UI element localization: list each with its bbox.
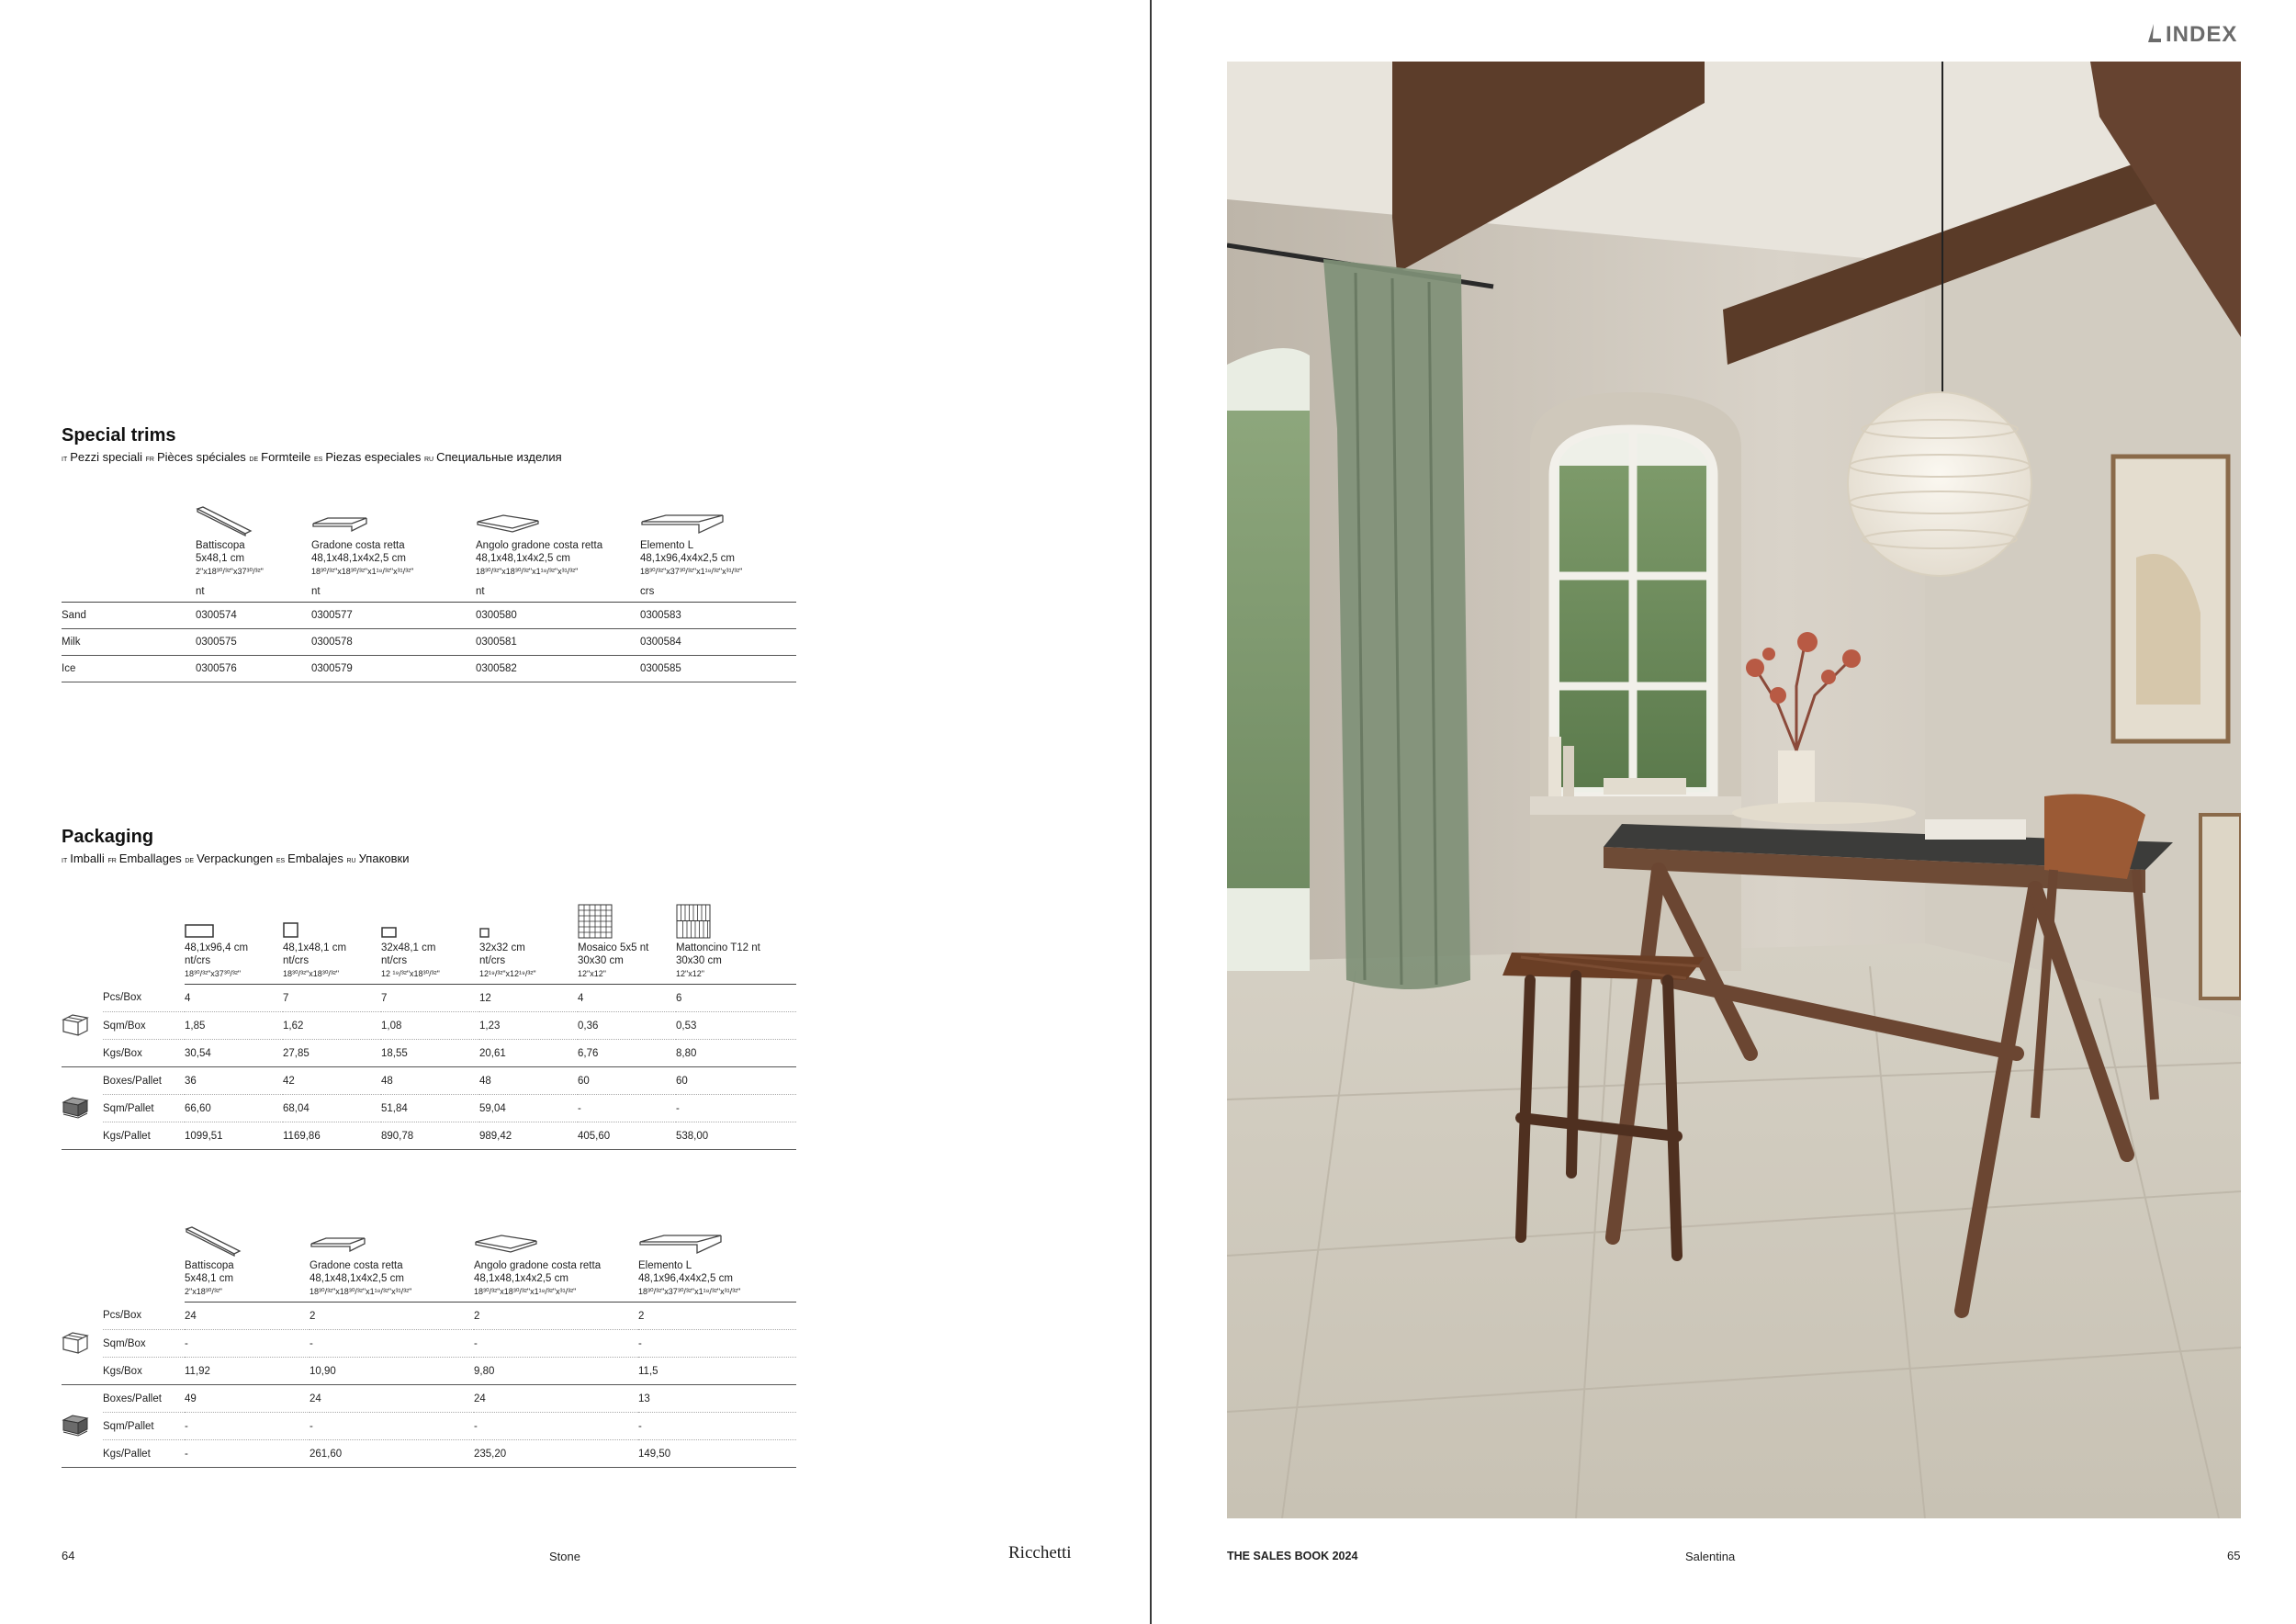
- lang-text: Специальные изделия: [436, 450, 562, 464]
- packaging-value: -: [185, 1440, 310, 1468]
- packaging-subtitle: [62, 851, 410, 865]
- column-header-line: 30x30 cm: [676, 955, 722, 966]
- table-row: [62, 1358, 796, 1385]
- row-label: Sand: [62, 602, 196, 628]
- column-header-line: Angolo gradone costa retta: [474, 1260, 602, 1271]
- table-row: [62, 1385, 796, 1413]
- packaging-value: 538,00: [676, 1122, 796, 1150]
- column-header-line: 18³⁰/³²"x37³⁰/³²": [185, 969, 242, 978]
- column-header-line: 12"x12": [676, 969, 704, 978]
- product-code: 0300582: [476, 655, 640, 682]
- product-code: 0300580: [476, 602, 640, 628]
- packaging-value: -: [310, 1413, 474, 1440]
- product-code: 0300581: [476, 628, 640, 655]
- index-link[interactable]: [2145, 22, 2237, 48]
- packaging-value: 235,20: [474, 1440, 638, 1468]
- column-header-line: Mattoncino T12 nt: [676, 942, 760, 953]
- lang-text: Verpackungen: [197, 851, 274, 865]
- trim-dimension: 48,1x48,1x4x2,5 cm: [476, 553, 570, 564]
- column-header-line: 18³⁰/³²"x18³⁰/³²"x1¹⁸/³²"x³¹/³²": [310, 1287, 412, 1296]
- product-code: 0300584: [640, 628, 796, 655]
- packaging-value: 989,42: [479, 1122, 578, 1150]
- column-header-line: Battiscopa: [185, 1260, 234, 1271]
- packaging-value: 4: [578, 985, 676, 1012]
- left-section-name: Stone: [549, 1550, 580, 1563]
- packaging-value: 6: [676, 985, 796, 1012]
- row-label: Kgs/Box: [103, 1358, 185, 1385]
- trim-name: Battiscopa: [196, 540, 245, 551]
- product-code: 0300579: [311, 655, 476, 682]
- column-header-line: 48,1x48,1x4x2,5 cm: [474, 1273, 568, 1284]
- pallet-icon: [62, 1095, 89, 1122]
- product-code: 0300575: [196, 628, 311, 655]
- column-header-line: 30x30 cm: [578, 955, 624, 966]
- lang-code: ES: [313, 457, 323, 463]
- lang-code: ES: [276, 858, 286, 864]
- lang-code: FR: [107, 858, 117, 864]
- packaging-value: 66,60: [185, 1095, 283, 1122]
- packaging-table-trims: [62, 1225, 796, 1468]
- packaging-title: Packaging: [62, 827, 154, 847]
- packaging-value: 6,76: [578, 1040, 676, 1067]
- packaging-value: 2: [638, 1303, 796, 1330]
- table-row: [62, 1303, 796, 1330]
- left-page-number: 64: [62, 1549, 75, 1562]
- lang-text: Pezzi speciali: [70, 450, 142, 464]
- trim-dimension-inches: 2"x18³⁰/³²"x37³⁰/³²": [196, 567, 264, 576]
- packaging-value: 18,55: [381, 1040, 479, 1067]
- row-label: Kgs/Box: [103, 1040, 185, 1067]
- packaging-value: -: [185, 1413, 310, 1440]
- lang-text: Pièces spéciales: [156, 450, 246, 464]
- packaging-value: 2: [310, 1303, 474, 1330]
- packaging-value: 68,04: [283, 1095, 381, 1122]
- column-header-line: 12¹⁹/³²"x12¹⁹/³²": [479, 969, 536, 978]
- column-header-line: nt/crs: [283, 955, 310, 966]
- book-title: THE SALES BOOK 2024: [1227, 1550, 1358, 1562]
- index-arrow-icon: [2145, 23, 2164, 43]
- row-label: Sqm/Pallet: [103, 1413, 185, 1440]
- packaging-value: 8,80: [676, 1040, 796, 1067]
- row-label: Boxes/Pallet: [103, 1385, 185, 1413]
- trim-dimension: 48,1x96,4x4x2,5 cm: [640, 553, 735, 564]
- packaging-value: 48: [479, 1067, 578, 1095]
- tile-square-small-icon: [479, 928, 490, 942]
- packaging-value: 24: [474, 1385, 638, 1413]
- packaging-value: 59,04: [479, 1095, 578, 1122]
- table-row: [62, 1440, 796, 1468]
- lang-text: Formteile: [261, 450, 311, 464]
- column-header-line: 32x32 cm: [479, 942, 525, 953]
- packaging-value: 27,85: [283, 1040, 381, 1067]
- product-code: 0300578: [311, 628, 476, 655]
- column-header-line: 48,1x48,1x4x2,5 cm: [310, 1273, 404, 1284]
- packaging-value: 11,5: [638, 1358, 796, 1385]
- product-code: 0300577: [311, 602, 476, 628]
- trim-dimension: 48,1x48,1x4x2,5 cm: [311, 553, 406, 564]
- column-header-line: 18³⁰/³²"x18³⁰/³²": [283, 969, 340, 978]
- packaging-heading: [62, 827, 410, 865]
- lang-code: RU: [424, 457, 434, 463]
- trim-unit: nt: [196, 581, 311, 602]
- product-code: 0300576: [196, 655, 311, 682]
- packaging-value: -: [638, 1330, 796, 1358]
- packaging-value: 7: [283, 985, 381, 1012]
- special-trims-title: Special trims: [62, 425, 176, 445]
- row-label: Kgs/Pallet: [103, 1122, 185, 1150]
- packaging-value: -: [474, 1413, 638, 1440]
- packaging-value: 1,85: [185, 1012, 283, 1040]
- column-header-line: 18³⁰/³²"x37³⁰/³²"x1¹⁸/³²"x³¹/³²": [638, 1287, 741, 1296]
- column-header-line: 48,1x96,4x4x2,5 cm: [638, 1273, 733, 1284]
- table-row: [62, 1067, 796, 1095]
- box-icon: [62, 1012, 89, 1039]
- row-label: Pcs/Box: [103, 1303, 185, 1330]
- tile-rect-large-icon: [185, 924, 214, 942]
- row-label: Sqm/Box: [103, 1330, 185, 1358]
- table-row: [62, 655, 796, 682]
- skirting-icon: [196, 505, 253, 539]
- table-row: [62, 602, 796, 628]
- lang-code: IT: [62, 858, 68, 864]
- packaging-value: 261,60: [310, 1440, 474, 1468]
- trim-dimension: 5x48,1 cm: [196, 553, 245, 564]
- lang-text: Imballi: [70, 851, 105, 865]
- mosaic-grid-icon: [578, 904, 613, 942]
- packaging-value: 890,78: [381, 1122, 479, 1150]
- trim-dimension-inches: 18³⁰/³²"x18³⁰/³²"x1¹⁸/³²"x³¹/³²": [311, 567, 414, 576]
- page-spine: [1150, 0, 1152, 1624]
- row-label: Milk: [62, 628, 196, 655]
- trim-dimension-inches: 18³⁰/³²"x37³⁰/³²"x1¹⁸/³²"x³¹/³²": [640, 567, 743, 576]
- packaging-value: 30,54: [185, 1040, 283, 1067]
- packaging-value: -: [185, 1330, 310, 1358]
- packaging-value: 7: [381, 985, 479, 1012]
- table-row: [62, 1122, 796, 1150]
- column-header-line: 12"x12": [578, 969, 606, 978]
- column-header-line: nt/crs: [479, 955, 506, 966]
- right-page-number: 65: [2227, 1549, 2241, 1562]
- row-label: Kgs/Pallet: [103, 1440, 185, 1468]
- column-header-line: nt/crs: [381, 955, 408, 966]
- brick-mosaic-icon: [676, 904, 711, 942]
- packaging-value: 9,80: [474, 1358, 638, 1385]
- lang-text: Emballages: [118, 851, 182, 865]
- packaging-value: 60: [676, 1067, 796, 1095]
- lang-code: DE: [185, 858, 195, 864]
- table-row: [62, 1095, 796, 1122]
- special-trims-subtitle: [62, 450, 562, 464]
- lang-code: DE: [249, 457, 259, 463]
- trim-name: Angolo gradone costa retta: [476, 540, 603, 551]
- lang-code: IT: [62, 457, 68, 463]
- packaging-value: 24: [310, 1385, 474, 1413]
- packaging-value: 60: [578, 1067, 676, 1095]
- tile-square-icon: [283, 922, 299, 942]
- product-code: 0300583: [640, 602, 796, 628]
- collection-name: Salentina: [1685, 1550, 1736, 1563]
- brand-logo: Ricchetti: [1008, 1543, 1072, 1562]
- table-row: [62, 1012, 796, 1040]
- row-label: Ice: [62, 655, 196, 682]
- packaging-value: 1169,86: [283, 1122, 381, 1150]
- packaging-value: -: [474, 1330, 638, 1358]
- packaging-value: 36: [185, 1067, 283, 1095]
- packaging-value: 10,90: [310, 1358, 474, 1385]
- tile-rect-small-icon: [381, 926, 398, 942]
- packaging-value: 1,23: [479, 1012, 578, 1040]
- packaging-value: 49: [185, 1385, 310, 1413]
- corner-step-icon: [474, 1233, 538, 1259]
- packaging-value: 1,62: [283, 1012, 381, 1040]
- product-code: 0300585: [640, 655, 796, 682]
- pallet-icon: [62, 1413, 89, 1439]
- lang-code: RU: [346, 858, 356, 864]
- lang-text: Упаковки: [358, 851, 410, 865]
- column-header-line: 32x48,1 cm: [381, 942, 436, 953]
- step-icon: [310, 1235, 366, 1259]
- packaging-value: 24: [185, 1303, 310, 1330]
- lang-text: Embalajes: [287, 851, 343, 865]
- step-icon: [311, 514, 368, 539]
- packaging-value: 0,36: [578, 1012, 676, 1040]
- packaging-value: 48: [381, 1067, 479, 1095]
- lang-text: Piezas especiales: [325, 450, 422, 464]
- skirting-icon: [185, 1225, 242, 1259]
- lang-code: FR: [145, 457, 154, 463]
- trim-dimension-inches: 18³⁰/³²"x18³⁰/³²"x1¹⁸/³²"x³¹/³²": [476, 567, 579, 576]
- table-row: [62, 1330, 796, 1358]
- row-label: Sqm/Pallet: [103, 1095, 185, 1122]
- packaging-value: 1,08: [381, 1012, 479, 1040]
- packaging-value: -: [578, 1095, 676, 1122]
- column-header-line: 5x48,1 cm: [185, 1273, 234, 1284]
- box-icon: [62, 1330, 89, 1357]
- column-header-line: 18³⁰/³²"x18³⁰/³²"x1¹⁸/³²"x³¹/³²": [474, 1287, 577, 1296]
- column-header-line: 48,1x48,1 cm: [283, 942, 347, 953]
- corner-step-icon: [476, 513, 540, 539]
- packaging-value: 149,50: [638, 1440, 796, 1468]
- index-label: INDEX: [2166, 22, 2238, 47]
- packaging-value: -: [638, 1413, 796, 1440]
- packaging-value: -: [676, 1095, 796, 1122]
- packaging-value: 0,53: [676, 1012, 796, 1040]
- packaging-value: 405,60: [578, 1122, 676, 1150]
- table-row: [62, 1413, 796, 1440]
- trim-name: Gradone costa retta: [311, 540, 405, 551]
- packaging-value: 42: [283, 1067, 381, 1095]
- special-trims-table: [62, 501, 796, 682]
- table-row: [62, 985, 796, 1012]
- trim-name: Elemento L: [640, 540, 694, 551]
- table-row: [62, 628, 796, 655]
- trim-unit: nt: [311, 581, 476, 602]
- row-label: Boxes/Pallet: [103, 1067, 185, 1095]
- packaging-value: 51,84: [381, 1095, 479, 1122]
- product-code: 0300574: [196, 602, 311, 628]
- column-header-line: 48,1x96,4 cm: [185, 942, 249, 953]
- column-header-line: nt/crs: [185, 955, 211, 966]
- table-row: [62, 1040, 796, 1067]
- interior-room-photo: [1227, 62, 2241, 1518]
- packaging-value: -: [310, 1330, 474, 1358]
- packaging-value: 20,61: [479, 1040, 578, 1067]
- packaging-value: 2: [474, 1303, 638, 1330]
- l-element-icon: [640, 513, 725, 539]
- packaging-value: 1099,51: [185, 1122, 283, 1150]
- special-trims-heading: [62, 425, 562, 464]
- packaging-value: 4: [185, 985, 283, 1012]
- column-header-line: 12 ¹⁹/³²"x18³⁰/³²": [381, 969, 440, 978]
- trim-unit: crs: [640, 581, 796, 602]
- column-header-line: 2"x18³⁰/³²": [185, 1287, 223, 1296]
- column-header-line: Mosaico 5x5 nt: [578, 942, 649, 953]
- column-header-line: Elemento L: [638, 1260, 692, 1271]
- packaging-value: 11,92: [185, 1358, 310, 1385]
- l-element-icon: [638, 1233, 723, 1259]
- row-label: Pcs/Box: [103, 985, 185, 1012]
- row-label: Sqm/Box: [103, 1012, 185, 1040]
- column-header-line: Gradone costa retta: [310, 1260, 403, 1271]
- packaging-value: 12: [479, 985, 578, 1012]
- trim-unit: nt: [476, 581, 640, 602]
- packaging-value: 13: [638, 1385, 796, 1413]
- packaging-table-tiles: [62, 903, 796, 1150]
